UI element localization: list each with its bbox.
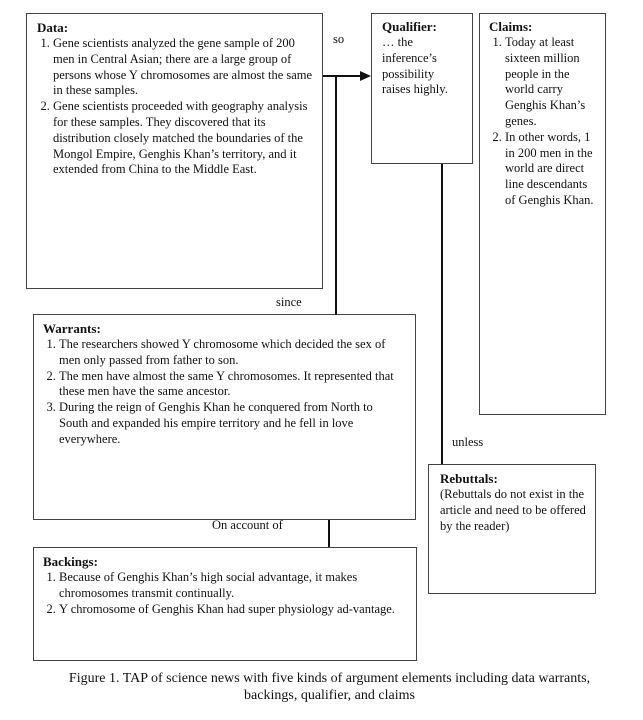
qualifier-title: Qualifier: — [382, 19, 437, 34]
warrants-item: 2. The men have almost the same Y chromosomes. It represented that these men have the same ancestor. — [59, 369, 405, 401]
since-label: since — [276, 295, 302, 309]
warrants-box — [33, 314, 416, 520]
qualifier-to-rebuttal-line — [441, 164, 443, 464]
backing-to-warrant-line — [328, 520, 330, 547]
so-label: so — [333, 32, 345, 46]
backings-item: 1. Because of Genghis Khan’s high social advantage, it makes chromosomes transmit continually. — [59, 570, 406, 602]
since-vertical-line — [335, 75, 337, 315]
claims-item: 1. Today at least sixteen million people in the world carry Genghis Khan’s genes. — [505, 35, 599, 130]
data-title: Data: — [37, 20, 69, 35]
data-item: 1. Gene scientists analyzed the gene sample of 200 men in Central Asian; there are a large group of persons whose Y chromosomes are almost the same in these samples. — [53, 36, 314, 99]
backings-item: 2. Y chromosome of Genghis Khan had super physiology ad-vantage. — [59, 602, 406, 618]
warrants-item: 1. The researchers showed Y chromosome which decided the sex of men only passed from father to son. — [59, 337, 405, 369]
data-to-qualifier-line — [323, 75, 363, 77]
qualifier-box — [371, 13, 473, 164]
backings-title: Backings: — [43, 554, 98, 569]
claims-item: 2. In other words, 1 in 200 men in the world are direct line descendants of Genghis Khan. — [505, 130, 599, 209]
rebuttals-box — [428, 464, 596, 594]
qualifier-text: … the inference’s possibility raises highly. — [382, 35, 448, 97]
warrants-item: 3. During the reign of Genghis Khan he conquered from North to South and expanded his empire territory and he fell in love everywhere. — [59, 400, 405, 447]
rebuttals-title: Rebuttals: — [440, 471, 498, 486]
rebuttals-text: (Rebuttals do not exist in the article and need to be offered by the reader) — [440, 487, 586, 533]
arrow-head-icon — [360, 71, 371, 81]
backings-box — [33, 547, 417, 661]
data-box — [26, 13, 323, 289]
claims-box — [479, 13, 606, 415]
warrants-title: Warrants: — [43, 321, 101, 336]
claims-title: Claims: — [489, 19, 533, 34]
unless-label: unless — [452, 435, 484, 449]
data-item: 2. Gene scientists proceeded with geography analysis for these samples. They discovered that its distribution closely matched the boundaries of the Mongol Empire, Genghis Khan’s territory, and it extended from China to the Middle East. — [53, 99, 314, 178]
figure-caption-line-2: backings, qualifier, and claims — [244, 688, 415, 703]
on-account-of-label: On account of — [212, 518, 283, 532]
figure-caption-line-1: Figure 1. TAP of science news with five kinds of argument elements including data warrants, — [68, 671, 591, 686]
